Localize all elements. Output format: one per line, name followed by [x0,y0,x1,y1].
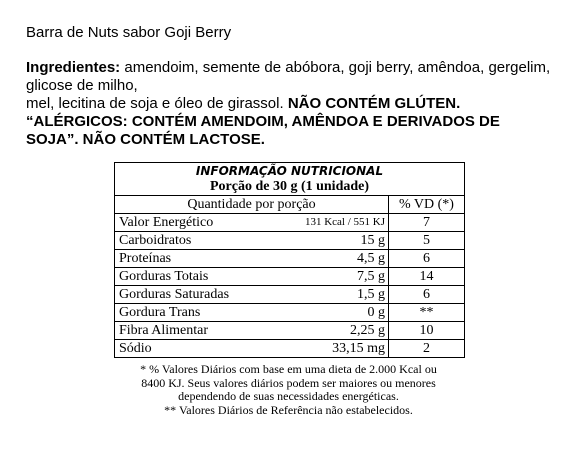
nutrient-vd: 5 [423,233,430,248]
nutrition-heading: INFORMAÇÃO NUTRICIONAL [195,164,384,178]
nutrition-table [114,162,465,358]
nutrient-vd: 10 [419,323,434,338]
nutrient-vd: 7 [423,215,430,230]
footnote-line: dependendo de suas necessidades energéticas. [178,389,399,404]
nutrient-amount: 131 Kcal / 551 KJ [287,214,389,231]
ingredients-label: Ingredientes: [26,59,121,76]
table-row [115,250,464,268]
nutrient-name: Fibra Alimentar [119,323,209,338]
footnote [114,363,463,417]
nutrient-amount: 1,5 g [287,286,389,303]
nutrient-name: Proteínas [119,251,172,266]
nutrient-name: Sódio [119,341,152,356]
nutrient-name: Gordura Trans [119,305,201,320]
nutrient-vd: 6 [423,287,430,302]
ingredients-list: amendoim, semente de abóbora, goji berry, amêndoa, gergelim, glicose de milho, [26,59,551,94]
table-row [115,286,464,304]
table-row [115,268,464,286]
table-header-row [115,196,464,214]
nutrient-vd: 14 [419,269,434,284]
nutrient-vd: 2 [423,341,430,356]
table-row [115,304,464,322]
column-quantity-header: Quantidade por porção [115,196,389,213]
table-row [115,322,464,340]
nutrient-amount: 4,5 g [287,250,389,267]
table-row [115,340,464,357]
product-title: Barra de Nuts sabor Goji Berry [26,24,232,41]
allergen-warning: NÃO CONTÉM GLÚTEN. “ALÉRGICOS: CONTÉM AMENDOIM, AMÊNDOA E DERIVADOS DE SOJA”. NÃO CONTÉM LACTOSE. [26,95,500,148]
footnote-line: ** Valores Diários de Referência não estabelecidos. [164,402,413,417]
nutrient-name: Gorduras Saturadas [119,287,230,302]
ingredients-line2 [26,95,556,149]
nutrient-amount: 33,15 mg [287,340,389,357]
footnote-line: * % Valores Diários com base em uma dieta de 2.000 Kcal ou [140,362,437,376]
nutrient-name: Gorduras Totais [119,269,209,284]
table-row [115,232,464,250]
nutrient-amount: 7,5 g [287,268,389,285]
nutrient-name: Carboidratos [119,233,192,248]
table-row [115,214,464,232]
footnote-line: 8400 KJ. Seus valores diários podem ser maiores ou menores [141,375,436,390]
nutrient-amount: 0 g [287,304,389,321]
ingredients-list-cont: mel, lecitina de soja e óleo de girassol. [26,95,288,112]
nutrient-amount: 15 g [287,232,389,249]
ingredients-text [26,59,556,149]
nutrient-name: Valor Energético [119,215,214,230]
nutrient-vd: 6 [423,251,430,266]
column-vd-header: % VD (*) [399,197,454,212]
nutrient-vd: ** [419,305,434,320]
ingredients-line1 [26,59,556,95]
portion-size: Porção de 30 g (1 unidade) [115,179,464,196]
nutrient-amount: 2,25 g [287,322,389,339]
